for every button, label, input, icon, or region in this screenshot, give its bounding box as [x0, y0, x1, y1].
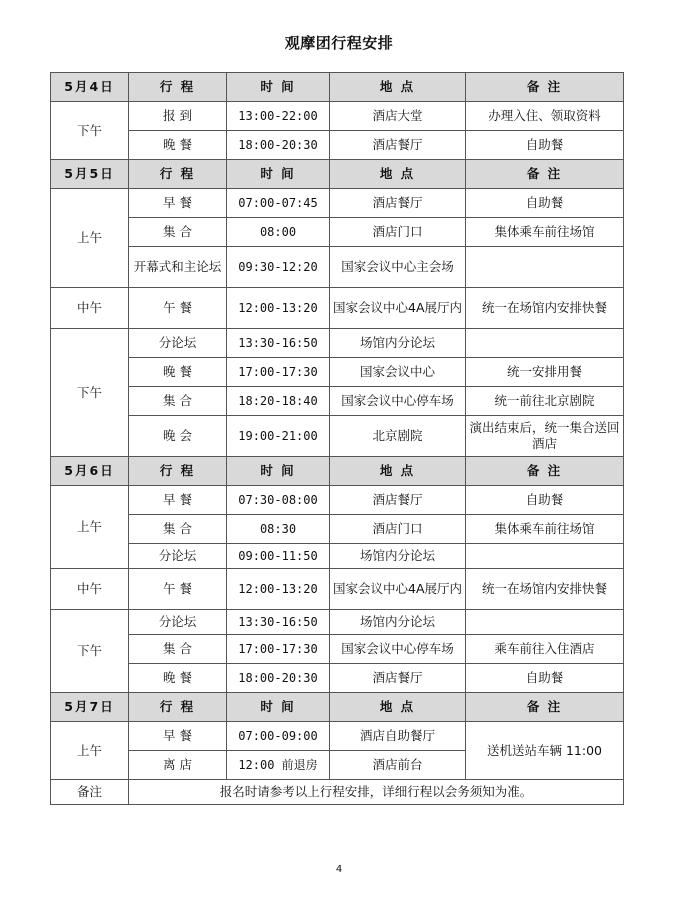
table-row	[51, 358, 624, 387]
time-cell: 12:00-13:20	[227, 288, 330, 329]
place-cell: 北京剧院	[330, 416, 466, 457]
note-cell: 统一安排用餐	[466, 358, 624, 387]
time-cell: 07:30-08:00	[227, 486, 330, 515]
place-cell: 国家会议中心4A展厅内	[330, 569, 466, 610]
day-header-row	[51, 73, 624, 102]
note-cell: 统一前往北京剧院	[466, 387, 624, 416]
time-cell: 12:00-13:20	[227, 569, 330, 610]
header-item: 行 程	[129, 693, 227, 722]
period-cell: 中午	[51, 569, 129, 610]
footer-label: 备注	[51, 780, 129, 805]
item-cell: 早 餐	[129, 722, 227, 751]
date-cell: 5月6日	[51, 457, 129, 486]
place-cell: 国家会议中心停车场	[330, 635, 466, 664]
place-cell: 场馆内分论坛	[330, 329, 466, 358]
table-row	[51, 610, 624, 635]
period-cell: 下午	[51, 610, 129, 693]
place-cell: 酒店餐厅	[330, 664, 466, 693]
page-title: 观摩团行程安排	[284, 34, 394, 52]
time-cell: 08:30	[227, 515, 330, 544]
note-cell: 统一在场馆内安排快餐	[466, 288, 624, 329]
item-cell: 晚 餐	[129, 358, 227, 387]
table-row	[51, 515, 624, 544]
header-item: 行 程	[129, 73, 227, 102]
date-cell: 5月7日	[51, 693, 129, 722]
note-cell: 办理入住、领取资料	[466, 102, 624, 131]
time-cell: 09:30-12:20	[227, 247, 330, 288]
table-row	[51, 635, 624, 664]
item-cell: 午 餐	[129, 569, 227, 610]
day-header-row	[51, 693, 624, 722]
table-row	[51, 569, 624, 610]
place-cell: 酒店门口	[330, 218, 466, 247]
item-cell: 集 合	[129, 387, 227, 416]
table-row	[51, 722, 624, 751]
period-cell: 上午	[51, 189, 129, 288]
place-cell: 酒店前台	[330, 751, 466, 780]
place-cell: 酒店大堂	[330, 102, 466, 131]
note-cell	[466, 544, 624, 569]
time-cell: 18:20-18:40	[227, 387, 330, 416]
table-row	[51, 288, 624, 329]
table-row	[51, 664, 624, 693]
place-cell: 酒店餐厅	[330, 189, 466, 218]
period-cell: 上午	[51, 486, 129, 569]
header-time: 时 间	[227, 160, 330, 189]
header-note: 备 注	[466, 160, 624, 189]
place-cell: 酒店餐厅	[330, 131, 466, 160]
table-row	[51, 131, 624, 160]
time-cell: 12:00 前退房	[227, 751, 330, 780]
table-row	[51, 544, 624, 569]
header-time: 时 间	[227, 457, 330, 486]
page-number: 4	[335, 864, 343, 875]
time-cell: 13:30-16:50	[227, 610, 330, 635]
note-cell: 乘车前往入住酒店	[466, 635, 624, 664]
item-cell: 分论坛	[129, 329, 227, 358]
item-cell: 午 餐	[129, 288, 227, 329]
period-cell: 下午	[51, 329, 129, 457]
item-cell: 早 餐	[129, 189, 227, 218]
time-cell: 13:30-16:50	[227, 329, 330, 358]
table-row	[51, 486, 624, 515]
day-header-row	[51, 160, 624, 189]
header-time: 时 间	[227, 73, 330, 102]
header-place: 地 点	[330, 73, 466, 102]
period-cell: 下午	[51, 102, 129, 160]
place-cell: 酒店自助餐厅	[330, 722, 466, 751]
time-cell: 08:00	[227, 218, 330, 247]
note-cell: 自助餐	[466, 189, 624, 218]
item-cell: 集 合	[129, 218, 227, 247]
note-cell: 演出结束后，统一集合送回酒店	[466, 416, 624, 457]
table-row	[51, 102, 624, 131]
place-cell: 酒店门口	[330, 515, 466, 544]
header-note: 备 注	[466, 457, 624, 486]
date-cell: 5月4日	[51, 73, 129, 102]
place-cell: 场馆内分论坛	[330, 544, 466, 569]
header-time: 时 间	[227, 693, 330, 722]
note-cell	[466, 610, 624, 635]
header-note: 备 注	[466, 73, 624, 102]
note-cell: 集体乘车前往场馆	[466, 218, 624, 247]
note-cell: 自助餐	[466, 486, 624, 515]
footer-text: 报名时请参考以上行程安排，详细行程以会务须知为准。	[129, 780, 624, 805]
header-item: 行 程	[129, 160, 227, 189]
header-note: 备 注	[466, 693, 624, 722]
date-cell: 5月5日	[51, 160, 129, 189]
item-cell: 离 店	[129, 751, 227, 780]
item-cell: 集 合	[129, 515, 227, 544]
place-cell: 场馆内分论坛	[330, 610, 466, 635]
note-cell	[466, 247, 624, 288]
table-row	[51, 247, 624, 288]
place-cell: 国家会议中心主会场	[330, 247, 466, 288]
time-cell: 07:00-09:00	[227, 722, 330, 751]
place-cell: 国家会议中心	[330, 358, 466, 387]
table-row	[51, 387, 624, 416]
table-row	[51, 329, 624, 358]
place-cell: 国家会议中心停车场	[330, 387, 466, 416]
item-cell: 报 到	[129, 102, 227, 131]
header-place: 地 点	[330, 160, 466, 189]
table-row	[51, 416, 624, 457]
header-place: 地 点	[330, 693, 466, 722]
item-cell: 晚 餐	[129, 131, 227, 160]
schedule-table	[50, 72, 624, 805]
item-cell: 晚 餐	[129, 664, 227, 693]
time-cell: 18:00-20:30	[227, 664, 330, 693]
time-cell: 17:00-17:30	[227, 635, 330, 664]
day-header-row	[51, 457, 624, 486]
item-cell: 晚 会	[129, 416, 227, 457]
note-cell: 自助餐	[466, 131, 624, 160]
place-cell: 国家会议中心4A展厅内	[330, 288, 466, 329]
period-cell: 上午	[51, 722, 129, 780]
note-cell: 自助餐	[466, 664, 624, 693]
note-cell: 集体乘车前往场馆	[466, 515, 624, 544]
table-row	[51, 189, 624, 218]
table-row	[51, 218, 624, 247]
period-cell: 中午	[51, 288, 129, 329]
time-cell: 13:00-22:00	[227, 102, 330, 131]
item-cell: 早 餐	[129, 486, 227, 515]
time-cell: 18:00-20:30	[227, 131, 330, 160]
header-place: 地 点	[330, 457, 466, 486]
note-cell: 送机送站车辆 11:00	[466, 722, 624, 780]
time-cell: 09:00-11:50	[227, 544, 330, 569]
footer-row	[51, 780, 624, 805]
place-cell: 酒店餐厅	[330, 486, 466, 515]
item-cell: 集 合	[129, 635, 227, 664]
time-cell: 19:00-21:00	[227, 416, 330, 457]
item-cell: 分论坛	[129, 610, 227, 635]
note-cell	[466, 329, 624, 358]
note-cell: 统一在场馆内安排快餐	[466, 569, 624, 610]
item-cell: 分论坛	[129, 544, 227, 569]
time-cell: 07:00-07:45	[227, 189, 330, 218]
time-cell: 17:00-17:30	[227, 358, 330, 387]
item-cell: 开幕式和主论坛	[129, 247, 227, 288]
header-item: 行 程	[129, 457, 227, 486]
